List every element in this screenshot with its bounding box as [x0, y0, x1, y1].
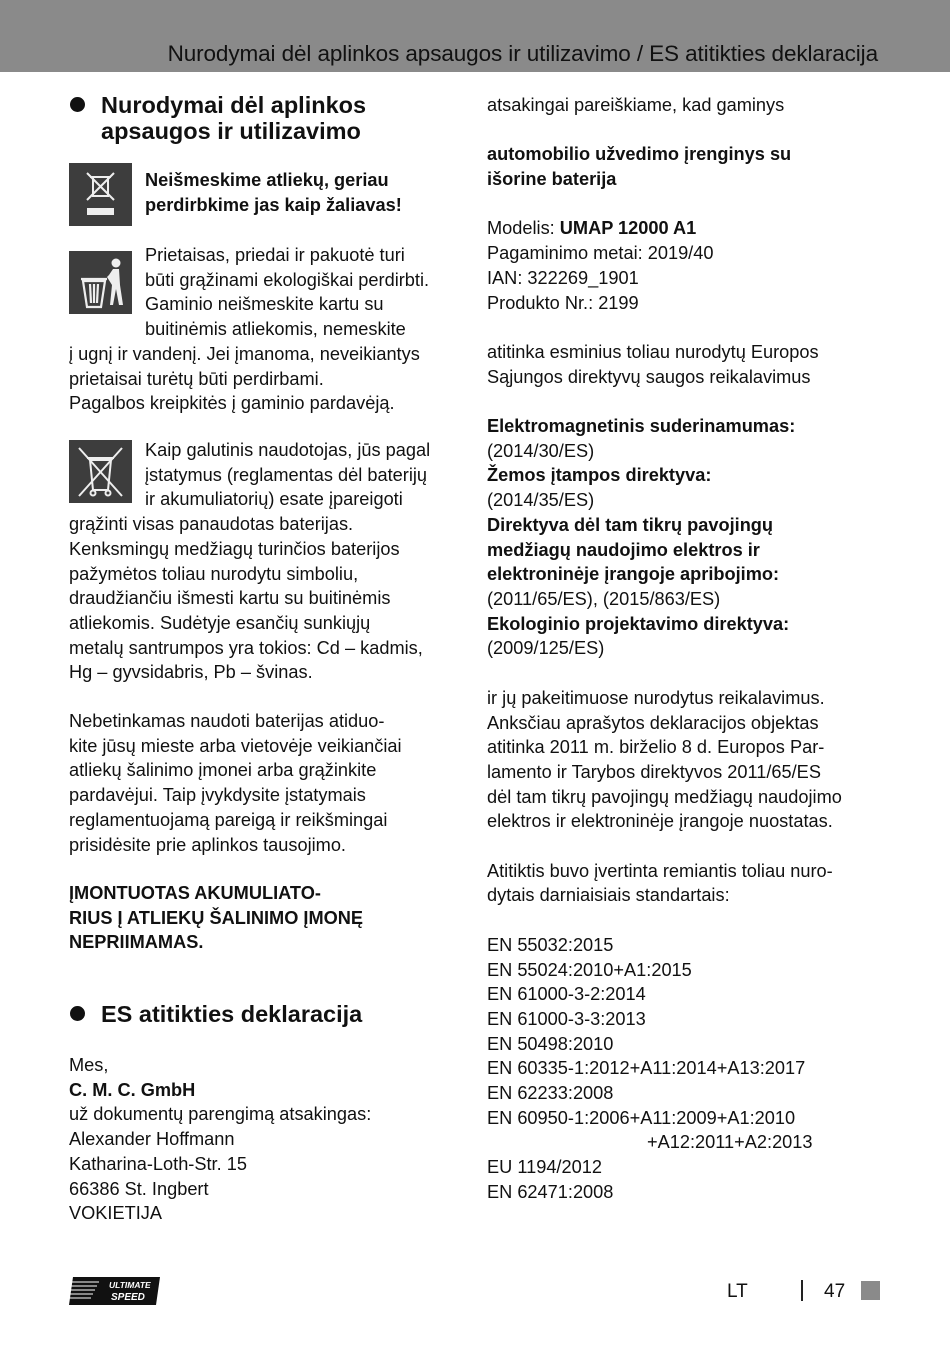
text-line: pardavėjui. Taip įvykdysite įstatymais: [69, 785, 366, 806]
directive-value: (2014/35/ES): [487, 490, 595, 511]
standard-item: EN 62471:2008: [487, 1181, 614, 1202]
svg-text:SPEED: SPEED: [111, 1292, 145, 1303]
standard-item: EN 55024:2010+A1:2015: [487, 959, 692, 980]
text-line: IAN: 322269_1901: [487, 267, 639, 288]
directive-value: (2014/30/ES): [487, 440, 595, 461]
bullet-icon: [70, 97, 85, 112]
footer-divider: [801, 1280, 803, 1301]
env-heading-line: Nurodymai dėl aplinkos: [101, 92, 367, 118]
text-line: elektros ir elektroninėje įrangoje nuostatas.: [487, 811, 833, 832]
product-name-line: išorine baterija: [487, 169, 617, 190]
directive-title: medžiagų naudojimo elektros ir: [487, 539, 760, 560]
text-line: Hg – gyvsidabris, Pb – švinas.: [69, 662, 313, 683]
text-line: Produkto Nr.: 2199: [487, 292, 639, 313]
standard-item: EN 61000-3-2:2014: [487, 984, 646, 1005]
directive-title: Elektromagnetinis suderinamumas:: [487, 416, 796, 437]
text-line: Mes,: [69, 1055, 109, 1075]
product-name-line: automobilio užvedimo įrenginys su: [487, 144, 792, 165]
text-line: reglamentuojamą pareigą ir reikšmingai: [69, 809, 388, 830]
disposal-paragraph: [69, 709, 464, 857]
text-line: buitinėmis atliekomis, nemeskite: [145, 319, 406, 340]
text-line: Anksčiau aprašytos deklaracijos objektas: [487, 712, 819, 733]
address-block: [69, 1053, 464, 1226]
es-heading-text: ES atitikties deklaracija: [101, 1001, 363, 1027]
standard-item: EN 60950-1:2006+A11:2009+A1:2010: [487, 1107, 796, 1128]
directive-title: Direktyva dėl tam tikrų pavojingų: [487, 514, 774, 535]
text-line: Prietaisas, priedai ir pakuotė turi: [145, 245, 405, 265]
env-heading-line: apsaugos ir utilizavimo: [101, 118, 361, 144]
env-heading: [69, 92, 496, 144]
crossed-battery-bin-icon: [69, 440, 132, 503]
directive-value: (2009/125/ES): [487, 638, 605, 659]
text-line: būti grąžinami ekologiškai perdirbti.: [145, 269, 430, 290]
recycle-text: perdirbkime jas kaip žaliavas!: [145, 194, 402, 215]
footer-square-marker: [861, 1281, 880, 1300]
text-line: atitinka esminius toliau nurodytų Europos: [487, 341, 819, 362]
standard-item: EU 1194/2012: [487, 1157, 602, 1178]
text-line: NEPRIIMAMAS.: [69, 932, 204, 953]
text-line: Nebetinkamas naudoti baterijas atiduo-: [69, 711, 385, 731]
text-line: ir jų pakeitimuose nurodytus reikalavimus.: [487, 687, 825, 708]
text-line: Sąjungos direktyvų saugos reikalavimus: [487, 366, 811, 387]
text-line: už dokumentų parengimą atsakingas:: [69, 1104, 372, 1125]
text-line: Kenksmingų medžiagų turinčios baterijos: [69, 538, 400, 559]
recycle-section: [69, 163, 464, 226]
recycle-bin-icon: [69, 163, 132, 226]
model-line: [487, 216, 887, 241]
address-line: Alexander Hoffmann: [69, 1129, 235, 1150]
text-line: atitinka 2011 m. birželio 8 d. Europos Par-: [487, 737, 825, 758]
text-line: dėl tam tikrų pavojingų medžiagų naudojimo: [487, 786, 842, 807]
es-heading: [69, 1001, 496, 1027]
directive-title: elektroninėje įrangoje apribojimo:: [487, 564, 780, 585]
text-line: Pagaminimo metai: 2019/40: [487, 243, 714, 264]
language-code: LT: [727, 1281, 748, 1302]
text-line: Kaip galutinis naudotojas, jūs pagal: [145, 440, 431, 460]
text-line: metalų santrumpos yra tokios: Cd – kadmis,: [69, 637, 423, 658]
standard-item: EN 50498:2010: [487, 1033, 614, 1054]
text-line: pažymėtos toliau nurodytu simboliu,: [69, 563, 359, 584]
recycle-text: Neišmeskime atliekų, geriau: [145, 170, 389, 190]
standard-item: EN 61000-3-3:2013: [487, 1008, 646, 1029]
text-line: atliekų šalinimo įmonei arba grąžinkite: [69, 760, 377, 781]
text-line: Gaminio neišmeskite kartu su: [145, 294, 384, 315]
text-line: prisidėsite prie aplinkos tausojimo.: [69, 834, 346, 855]
text-line: įstatymus (reglamentas dėl baterijų: [145, 464, 428, 485]
model-value: UMAP 12000 A1: [559, 218, 697, 239]
directive-title: Ekologinio projektavimo direktyva:: [487, 613, 790, 634]
svg-text:ULTIMATE: ULTIMATE: [109, 1280, 151, 1290]
warning-text: [69, 881, 464, 955]
right-column: [487, 93, 887, 1205]
address-line: VOKIETIJA: [69, 1203, 162, 1224]
standard-item-continuation: +A12:2011+A2:2013: [647, 1132, 813, 1153]
company-name: C. M. C. GmbH: [69, 1079, 196, 1100]
address-line: 66386 St. Ingbert: [69, 1178, 209, 1199]
text-line: Atitiktis buvo įvertinta remiantis toliau nuro-: [487, 860, 833, 881]
text-line: prietaisai turėtų būti perdirbami.: [69, 368, 324, 389]
standard-item: EN 62233:2008: [487, 1083, 614, 1104]
header-title: Nurodymai dėl aplinkos apsaugos ir utilizavimo / ES atitikties deklaracija: [167, 41, 878, 66]
text-line: atsakingai pareiškiame, kad gaminys: [487, 95, 785, 115]
bullet-icon: [70, 1006, 85, 1021]
address-line: Katharina-Loth-Str. 15: [69, 1153, 247, 1174]
text-line: atliekomis. Sudėtyje esančių sunkiųjų: [69, 612, 371, 633]
text-line: ĮMONTUOTAS AKUMULIATO-: [69, 883, 321, 903]
trash-person-icon: [69, 251, 132, 314]
standards-list: [487, 933, 887, 1205]
page-header: [0, 0, 950, 72]
text-line: Pagalbos kreipkitės į gaminio pardavėją.: [69, 393, 395, 414]
text-line: į ugnį ir vandenį. Jei įmanoma, neveikiantys: [69, 343, 420, 364]
text-line: kite jūsų mieste arba vietovėje veikiančiai: [69, 735, 402, 756]
text-line: draudžiančiu išmesti kartu su buitinėmis: [69, 588, 391, 609]
directive-title: Žemos įtampos direktyva:: [487, 465, 712, 486]
brand-logo: [69, 1277, 160, 1305]
battery-section: [69, 438, 464, 685]
standard-item: EN 55032:2015: [487, 934, 614, 955]
text-line: ir akumuliatorių) esate įpareigoti: [145, 489, 403, 510]
text-line: lamento ir Tarybos direktyvos 2011/65/ES: [487, 761, 821, 782]
text-line: grąžinti visas panaudotas baterijas.: [69, 514, 354, 535]
standard-item: EN 60335-1:2012+A11:2014+A13:2017: [487, 1058, 806, 1079]
text-line: dytais darniaisiais standartais:: [487, 885, 730, 906]
device-section: [69, 243, 464, 416]
page-number: 47: [824, 1281, 846, 1302]
directive-value: (2011/65/ES), (2015/863/ES): [487, 589, 721, 609]
text-line: RIUS Į ATLIEKŲ ŠALINIMO ĮMONĘ: [69, 907, 364, 928]
model-label: Modelis:: [487, 218, 560, 239]
